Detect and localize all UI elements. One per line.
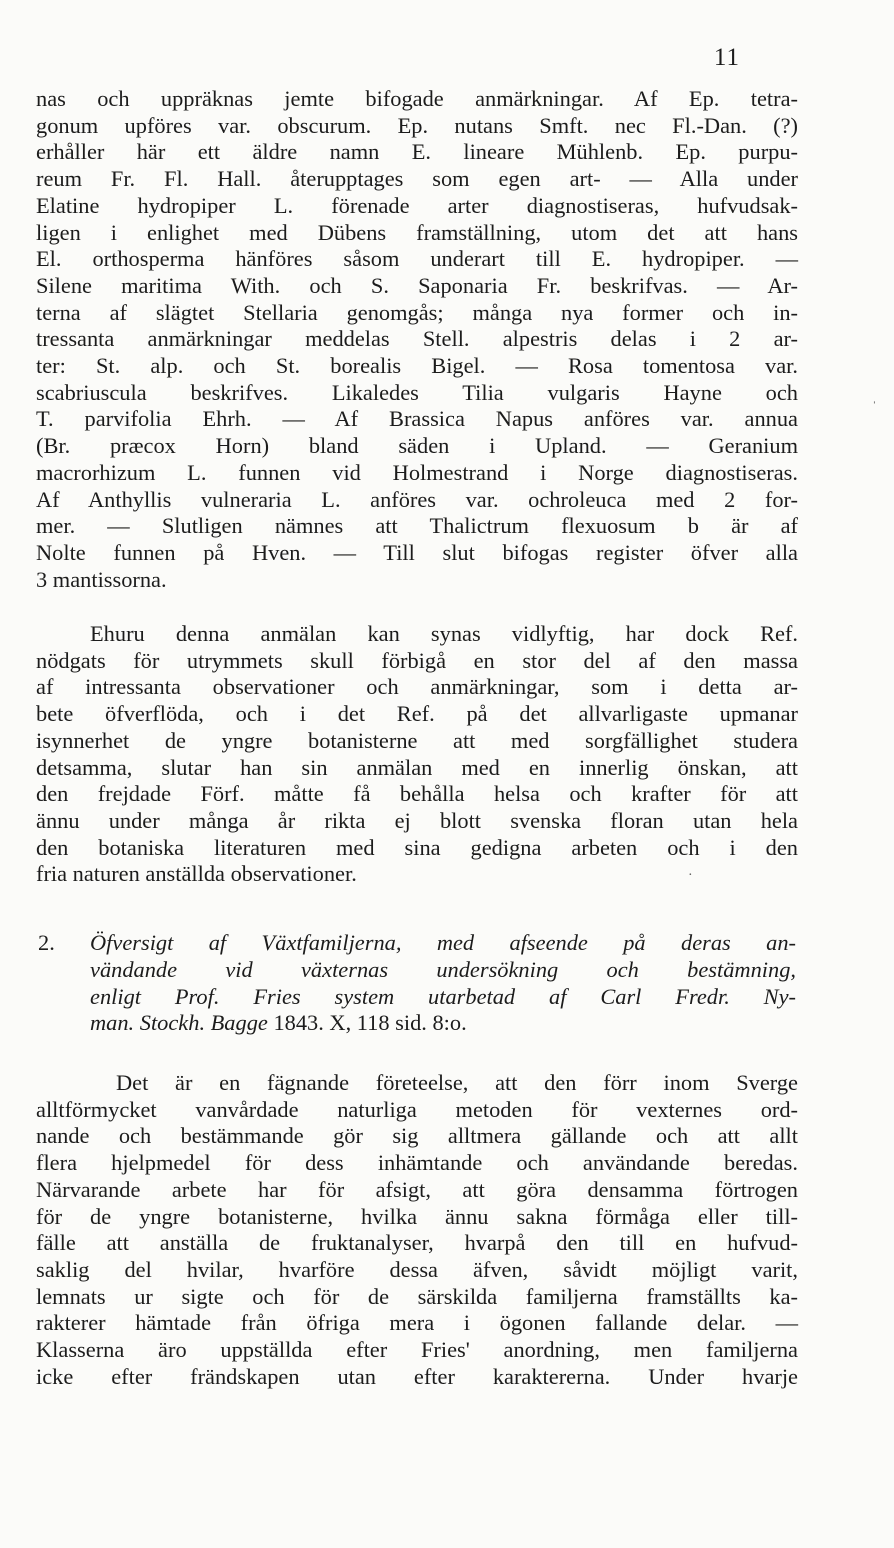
text-line: mer. — Slutligen nämnes att Thalictrum flexuosum b är af	[36, 513, 798, 539]
text-line: Elatine hydropiper L. förenade arter diagnostiseras, hufvudsak-	[36, 192, 798, 218]
text-line: reum Fr. Fl. Hall. återupptages som egen art- — Alla under	[36, 166, 798, 192]
margin-mark: ·	[688, 868, 693, 883]
text-line: den frejdade Förf. måtte få behålla helsa och krafter för att	[36, 781, 798, 807]
text-line: detsamma, slutar han sin anmälan med en innerlig önskan, att	[36, 754, 798, 780]
text-line: flera hjelpmedel för dess inhämtande och användande beredas.	[36, 1150, 798, 1176]
text-line: saklig del hvilar, hvarföre dessa äfven, såvidt möjligt varit,	[36, 1256, 798, 1282]
review-heading-nyman	[36, 930, 798, 1037]
text-line: nödgats för utrymmets skull förbigå en stor del af den massa	[36, 647, 798, 673]
title-line: Öfversigt af Växtfamiljerna, med afseende på deras an-	[90, 930, 796, 955]
text-line: ligen i enlighet med Dübens framställning, utom det att hans	[36, 219, 798, 245]
text-line: (Br. præcox Horn) bland säden i Upland. — Geranium	[36, 433, 798, 459]
title-line	[90, 1010, 796, 1037]
paragraph-nyman-review	[36, 1070, 798, 1390]
text-line: tressanta anmärkningar meddelas Stell. alpestris delas i 2 ar-	[36, 326, 798, 352]
text-line: icke efter frändskapen utan efter karaktererna. Under hvarje	[36, 1363, 798, 1389]
text-line: nas och uppräknas jemte bifogade anmärkningar. Af Ep. tetra-	[36, 86, 798, 111]
text-line: rakterer hämtade från öfriga mera i ögonen fallande delar. —	[36, 1310, 798, 1336]
margin-mark: ˈ	[872, 400, 877, 415]
text-line: 3 mantissorna.	[36, 566, 167, 592]
text-line: isynnerhet de yngre botanisterne att med sorgfällighet studera	[36, 727, 798, 753]
text-line: Det är en fägnande företeelse, att den förr inom Sverge	[116, 1070, 798, 1095]
text-line: terna af slägtet Stellaria genomgås; många nya former och in-	[36, 299, 798, 325]
title-line: enligt Prof. Fries system utarbetad af Carl Fredr. Ny-	[90, 983, 796, 1009]
text-line: alltförmycket vanvårdade naturliga metoden för vexternes ord-	[36, 1096, 798, 1122]
text-line: scabriuscula beskrifves. Likaledes Tilia vulgaris Hayne och	[36, 379, 798, 405]
text-line: fria naturen anställda observationer.	[36, 861, 357, 887]
text-line: Närvarande arbete har för afsigt, att göra densamma förtrogen	[36, 1176, 798, 1202]
text-line: Nolte funnen på Hven. — Till slut bifogas register öfver alla	[36, 539, 798, 565]
text-line: T. parvifolia Ehrh. — Af Brassica Napus anföres var. annua	[36, 406, 798, 432]
text-line: nande och bestämmande gör sig alltmera gällande och att allt	[36, 1123, 798, 1149]
text-line: Ehuru denna anmälan kan synas vidlyftig, har dock Ref.	[90, 621, 798, 646]
text-line: för de yngre botanisterne, hvilka ännu sakna förmåga eller till-	[36, 1203, 798, 1229]
text-line: ännu under många år rikta ej blott svenska floran utan hela	[36, 807, 798, 833]
text-line: af intressanta observationer och anmärkningar, som i detta ar-	[36, 674, 798, 700]
page-number: 11	[713, 44, 740, 71]
text-line: El. orthosperma hänföres såsom underart till E. hydropiper. —	[36, 246, 798, 272]
text-line: macrorhizum L. funnen vid Holmestrand i Norge diagnostiseras.	[36, 459, 798, 485]
paragraph-mantissa-review	[36, 86, 798, 593]
text-line: den botaniska literaturen med sina gedigna arbeten och i den	[36, 834, 798, 860]
text-line: ter: St. alp. och St. borealis Bigel. — Rosa tomentosa var.	[36, 353, 798, 379]
text-line: erhåller här ett äldre namn E. lineare Mühlenb. Ep. purpu-	[36, 139, 798, 165]
text-line: Af Anthyllis vulneraria L. anföres var. ochroleuca med 2 for-	[36, 486, 798, 512]
title-last-italic: man. Stockh. Bagge	[90, 1010, 268, 1036]
text-line: bete öfverflöda, och i det Ref. på det allvarligaste upmanar	[36, 701, 798, 727]
text-line: Klasserna äro uppställda efter Fries' anordning, men familjerna	[36, 1337, 798, 1363]
title-line: vändande vid växternas undersökning och bestämning,	[90, 956, 796, 982]
paragraph-reviewer-conclusion	[36, 621, 798, 888]
text-line: lemnats ur sigte och för de särskilda familjerna framställts ka-	[36, 1283, 798, 1309]
review-title	[90, 930, 796, 1037]
text-line: fälle att anställa de fruktanalyser, hvarpå den till en hufvud-	[36, 1230, 798, 1256]
text-line: gonum upföres var. obscurum. Ep. nutans Smft. nec Fl.-Dan. (?)	[36, 112, 798, 138]
text-line: Silene maritima With. och S. Saponaria Fr. beskrifvas. — Ar-	[36, 272, 798, 298]
review-number: 2.	[38, 930, 55, 955]
title-last-plain: 1843. X, 118 sid. 8:o.	[267, 1010, 467, 1036]
